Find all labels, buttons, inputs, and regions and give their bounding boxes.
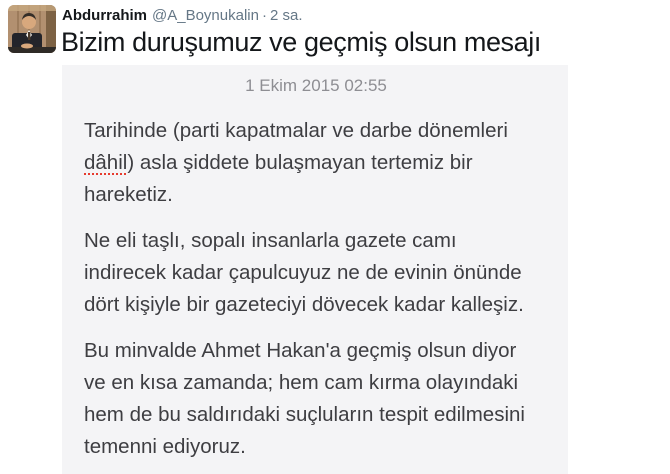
avatar-photo	[8, 5, 56, 53]
header-separator: ·	[261, 7, 267, 24]
note-line: ve en kısa zamanda; hem cam kırma olayındaki	[84, 371, 519, 394]
note-line: indirecek kadar çapulcuyuz ne de evinin önünde	[84, 261, 522, 284]
note-content	[62, 65, 568, 463]
note-line: temenni ediyoruz.	[84, 435, 246, 458]
note-line: Tarihinde (parti kapatmalar ve darbe dönemleri	[84, 119, 508, 142]
tweet-header	[62, 6, 303, 25]
note-paragraph-3	[84, 335, 548, 463]
tweet-text: Bizim duruşumuz ve geçmiş olsun mesajı	[61, 27, 541, 57]
misspelled-word: dâhil	[84, 151, 128, 174]
tweet-media-note-screenshot[interactable]	[62, 65, 568, 474]
note-paragraph-1	[84, 115, 548, 211]
tweet-timestamp[interactable]: 2 sa.	[269, 7, 303, 24]
note-paragraph-2	[84, 225, 548, 321]
note-line: Bu minvalde Ahmet Hakan'a geçmiş olsun diyor	[84, 339, 517, 362]
note-line	[84, 147, 548, 179]
note-line: hem de bu saldırıdaki suçluların tespit edilmesini	[84, 403, 525, 426]
author-name[interactable]: Abdurrahim	[62, 7, 148, 24]
note-line-rest: ) asla şiddete bulaşmayan tertemiz bir	[127, 151, 473, 174]
note-line: Ne eli taşlı, sopalı insanlarla gazete camı	[84, 229, 457, 252]
note-date-header: 1 Ekim 2015 02:55	[245, 76, 387, 95]
author-avatar[interactable]	[8, 5, 56, 53]
note-line: dört kişiyle bir gazeteciyi dövecek kadar kalleşiz.	[84, 293, 524, 316]
note-line: hareketiz.	[84, 183, 173, 206]
author-handle[interactable]: @A_Boynukalin	[152, 7, 259, 24]
